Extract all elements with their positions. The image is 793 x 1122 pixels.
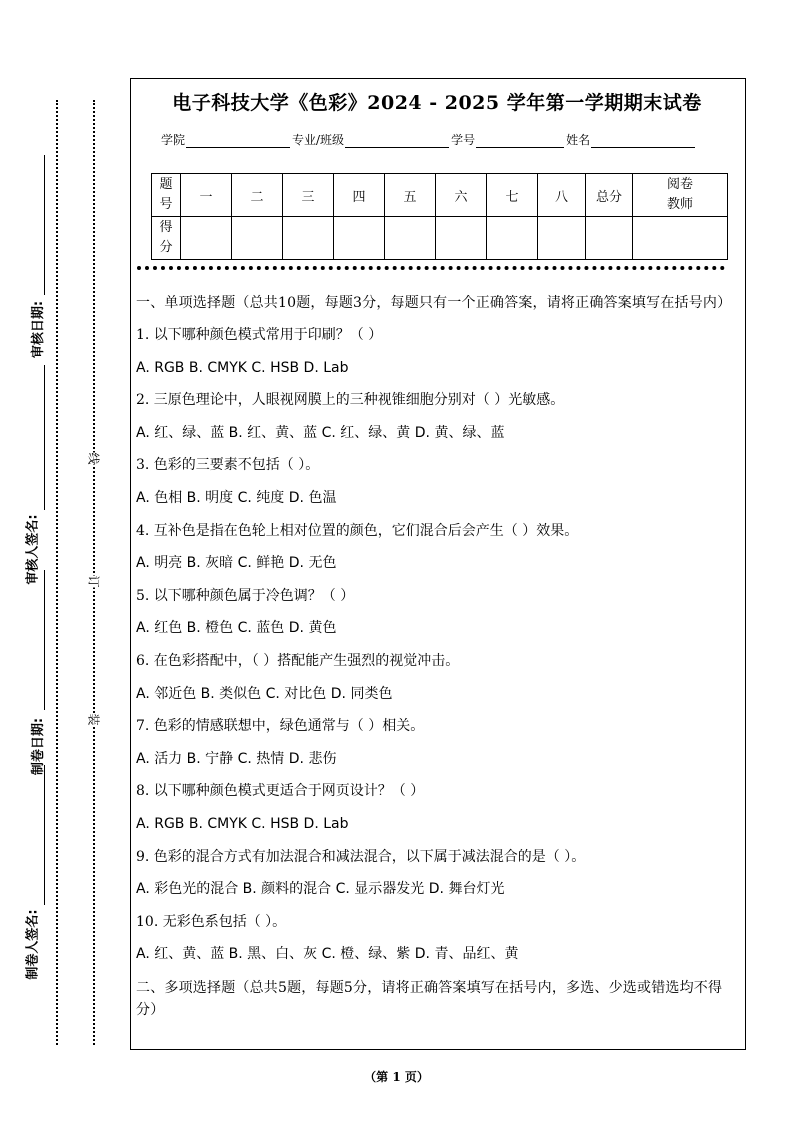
student-id-label: 学号	[451, 133, 476, 147]
college-label: 学院	[161, 133, 186, 147]
question-4-options: A. 明亮 B. 灰暗 C. 鲜艳 D. 无色	[136, 555, 337, 572]
score-cell[interactable]	[283, 217, 334, 260]
question-8-options: A. RGB B. CMYK C. HSB D. Lab	[136, 815, 349, 832]
score-cell[interactable]	[436, 217, 487, 260]
question-2-options: A. 红、绿、蓝 B. 红、黄、蓝 C. 红、绿、黄 D. 黄、绿、蓝	[136, 424, 505, 441]
dotted-separator	[137, 266, 725, 270]
header-cell: 五	[385, 174, 436, 217]
student-info-row	[161, 131, 697, 148]
score-cell[interactable]	[181, 217, 232, 260]
question-3: 3. 色彩的三要素不包括（ ）。	[136, 457, 320, 474]
question-7: 7. 色彩的情感联想中，绿色通常与（ ）相关。	[136, 718, 425, 735]
maker-sign-line	[44, 765, 45, 905]
binding-char-staple: 订	[84, 575, 105, 587]
header-cell: 七	[487, 174, 538, 217]
make-date-line	[44, 570, 45, 710]
question-6: 6. 在色彩搭配中，（ ）搭配能产生强烈的视觉冲击。	[136, 652, 460, 669]
score-cell[interactable]	[385, 217, 436, 260]
header-cell: 三	[283, 174, 334, 217]
binding-char-line: 线	[84, 452, 105, 464]
name-label: 姓名	[566, 133, 591, 147]
question-9: 9. 色彩的混合方式有加法混合和减法混合，以下属于减法混合的是（ ）。	[136, 848, 586, 865]
question-3-options: A. 色相 B. 明度 C. 纯度 D. 色温	[136, 489, 337, 506]
section-1-heading: 一、单项选择题（总共10题，每题3分，每题只有一个正确答案，请将正确答案填写在括号内）	[136, 295, 732, 311]
question-number-header: 题 号	[152, 174, 181, 217]
binding-dotted-line-left	[56, 100, 58, 1045]
binding-char-bind: 装	[84, 713, 105, 725]
question-8: 8. 以下哪种颜色模式更适合于网页设计？（ ）	[136, 783, 425, 800]
binding-dotted-line-right	[93, 100, 95, 1045]
header-cell: 八	[538, 174, 586, 217]
name-field[interactable]	[591, 133, 695, 148]
grader-cell[interactable]	[633, 217, 728, 260]
header-cell: 四	[334, 174, 385, 217]
review-date-line	[44, 155, 45, 295]
total-header: 总分	[586, 174, 633, 217]
college-field[interactable]	[186, 133, 290, 148]
header-cell: 二	[232, 174, 283, 217]
header-cell: 六	[436, 174, 487, 217]
reviewer-sign-label: 审核人签名:	[25, 514, 41, 585]
question-9-options: A. 彩色光的混合 B. 颜料的混合 C. 显示器发光 D. 舞台灯光	[136, 881, 505, 898]
reviewer-sign-line	[44, 365, 45, 510]
question-7-options: A. 活力 B. 宁静 C. 热情 D. 悲伤	[136, 750, 337, 767]
exam-title: 电子科技大学《色彩》2024 - 2025 学年第一学期期末试卷	[172, 92, 702, 114]
question-2: 2. 三原色理论中，人眼视网膜上的三种视锥细胞分别对（ ）光敏感。	[136, 392, 565, 409]
score-cell[interactable]	[538, 217, 586, 260]
page-number: （第 1 页）	[364, 1070, 429, 1084]
score-cell[interactable]	[334, 217, 385, 260]
question-1-options: A. RGB B. CMYK C. HSB D. Lab	[136, 359, 349, 376]
section-2-heading: 二、多项选择题（总共5题，每题5分，请将正确答案填写在括号内，多选、少选或错选均不得分）	[136, 979, 723, 1018]
major-label: 专业/班级	[292, 133, 345, 147]
question-4: 4. 互补色是指在色轮上相对位置的颜色，它们混合后会产生（ ）效果。	[136, 522, 579, 539]
question-5: 5. 以下哪种颜色属于冷色调？（ ）	[136, 587, 355, 604]
make-date-label: 制卷日期:	[31, 717, 47, 776]
total-score-cell[interactable]	[586, 217, 633, 260]
question-5-options: A. 红色 B. 橙色 C. 蓝色 D. 黄色	[136, 620, 337, 637]
score-cell[interactable]	[232, 217, 283, 260]
score-table	[151, 173, 728, 260]
major-field[interactable]	[345, 133, 449, 148]
maker-sign-label: 制卷人签名:	[25, 909, 41, 980]
question-1: 1. 以下哪种颜色模式常用于印刷？（ ）	[136, 327, 383, 343]
question-10: 10. 无彩色系包括（ ）。	[136, 913, 287, 930]
grader-header: 阅卷 教师	[633, 174, 728, 217]
student-id-field[interactable]	[476, 133, 564, 148]
question-6-options: A. 邻近色 B. 类似色 C. 对比色 D. 同类色	[136, 685, 393, 702]
question-10-options: A. 红、黄、蓝 B. 黑、白、灰 C. 橙、绿、紫 D. 青、品红、黄	[136, 946, 519, 963]
header-cell: 一	[181, 174, 232, 217]
exam-content	[136, 292, 742, 1021]
review-date-label: 审核日期:	[31, 300, 47, 359]
score-row-header: 得 分	[152, 217, 181, 260]
score-cell[interactable]	[487, 217, 538, 260]
